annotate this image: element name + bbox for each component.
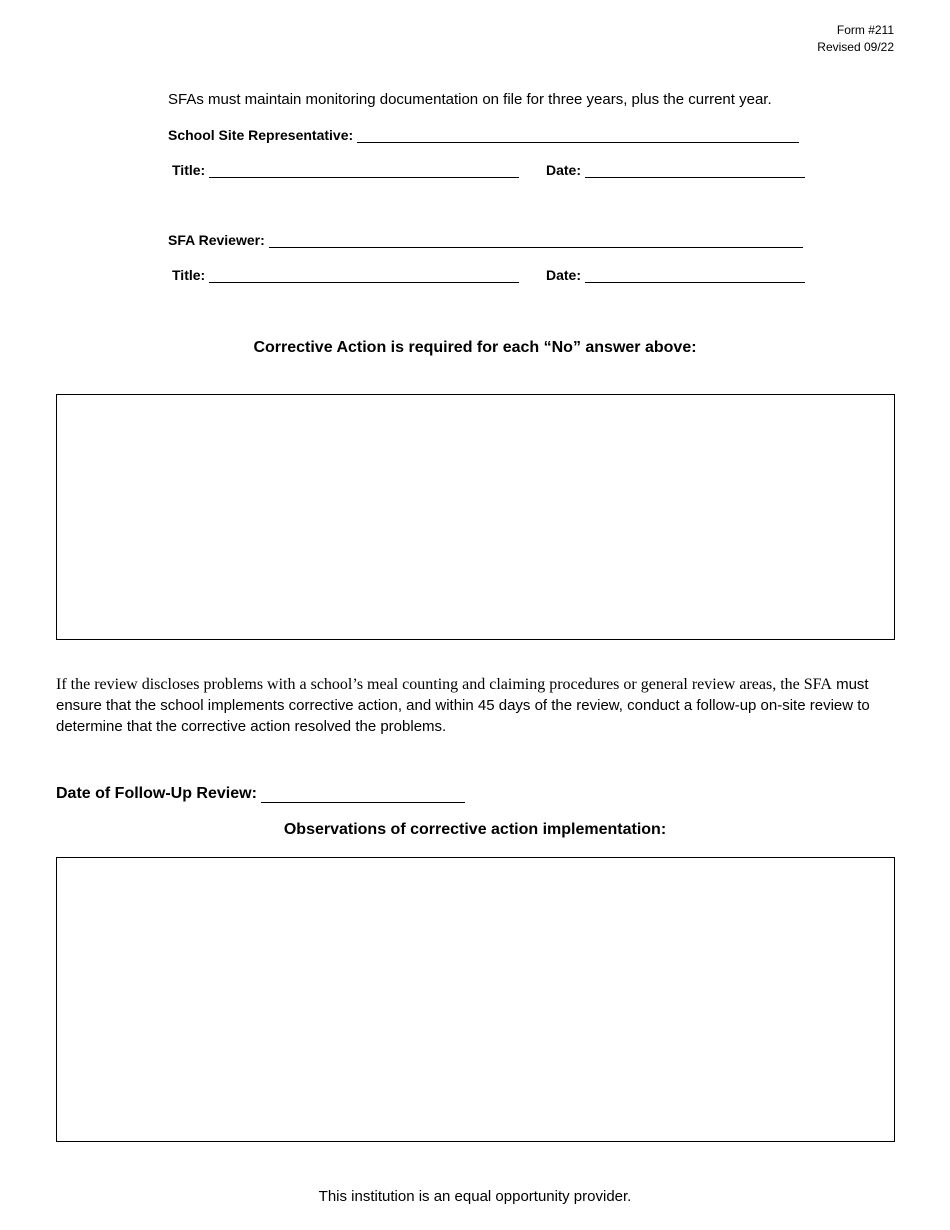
sfa-title-row [172, 267, 519, 283]
sfa-reviewer-label: SFA Reviewer: [168, 232, 265, 248]
sfa-reviewer-field[interactable] [269, 233, 803, 248]
school-site-title-label: Title: [172, 162, 206, 178]
sfa-reviewer-row [168, 232, 803, 248]
sfa-title-label: Title: [172, 267, 206, 283]
sfa-date-label: Date: [546, 267, 582, 283]
sfa-date-row [546, 267, 805, 283]
observations-heading: Observations of corrective action implementation: [283, 821, 667, 838]
school-site-representative-label: School Site Representative: [168, 127, 354, 143]
retention-note: SFAs must maintain monitoring documentation on file for three years, plus the current year. [168, 91, 772, 108]
school-site-date-field[interactable] [585, 163, 805, 178]
sfa-title-field[interactable] [209, 268, 519, 283]
followup-paragraph-serif: If the review discloses problems with a school’s meal counting and claiming procedures or general review areas, the SFA [56, 676, 832, 693]
school-site-representative-row [168, 127, 799, 143]
equal-opportunity-footer: This institution is an equal opportunity provider. [318, 1188, 632, 1205]
school-site-representative-field[interactable] [357, 128, 799, 143]
observations-textbox[interactable] [56, 857, 895, 1142]
followup-paragraph-rest: must ensure that the school implements corrective action, and within 45 days of the review, conduct a follow-up on-site review to determine that the corrective action resolved the problems. [56, 676, 870, 735]
school-site-title-row [172, 162, 519, 178]
form-header-meta [817, 22, 894, 56]
corrective-action-textbox[interactable] [56, 394, 895, 640]
corrective-action-heading: Corrective Action is required for each “No” answer above: [253, 339, 697, 356]
revision-date: Revised 09/22 [817, 40, 894, 54]
school-site-date-row [546, 162, 805, 178]
school-site-date-label: Date: [546, 162, 582, 178]
followup-paragraph [56, 674, 896, 737]
followup-date-label: Date of Follow-Up Review: [56, 785, 257, 802]
followup-date-row [56, 785, 465, 803]
form-number: Form #211 [836, 23, 894, 37]
followup-date-field[interactable] [261, 786, 465, 803]
sfa-date-field[interactable] [585, 268, 805, 283]
school-site-title-field[interactable] [209, 163, 519, 178]
